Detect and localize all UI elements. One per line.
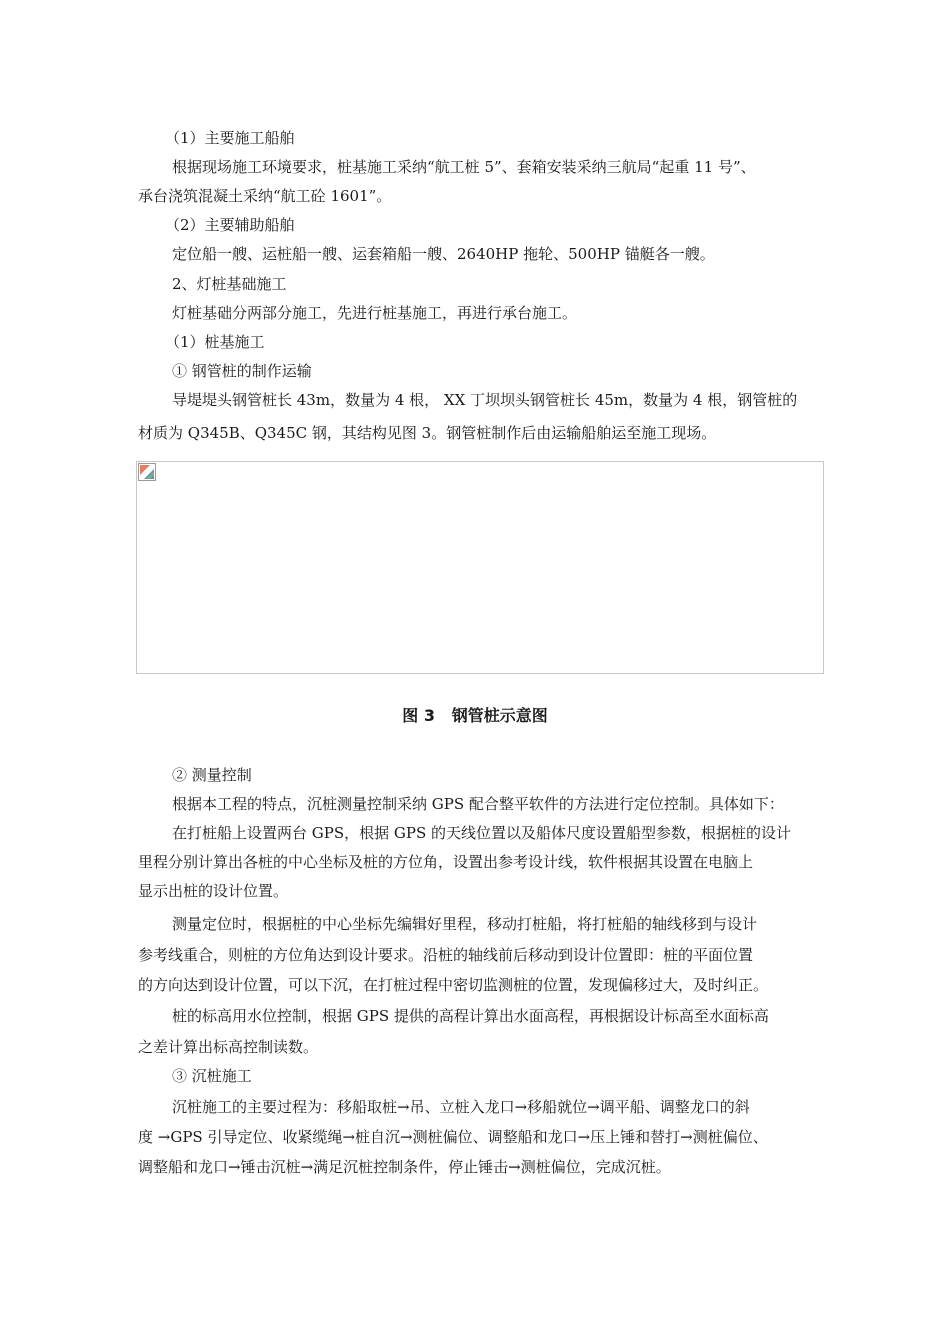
paragraph-line: 参考线重合，则桩的方位角达到设计要求。沿桩的轴线前后移动到设计位置即：桩的平面位置: [138, 946, 754, 964]
paragraph-line: 沉桩施工的主要过程为：移船取桩→吊、立桩入龙口→移船就位→调平船、调整龙口的斜: [172, 1098, 750, 1116]
paragraph-line: 显示出桩的设计位置。: [138, 882, 289, 900]
heading-main-vessels: （1）主要施工船舶: [165, 129, 295, 147]
heading-auxiliary-vessels: （2）主要辅助船舶: [165, 216, 295, 234]
paragraph-line: 导堤堤头钢管桩长 43m，数量为 4 根， XX 丁坝坝头钢管桩长 45m，数量为 4 根，钢管桩的: [172, 391, 798, 409]
paragraph-line: 根据现场施工环境要求，桩基施工采纳“航工桩 5”、套箱安装采纳三航局“起重 11 号”、: [172, 158, 756, 176]
figure-caption: 图 3 钢管桩示意图: [402, 706, 548, 725]
paragraph-line: 材质为 Q345B、Q345C 钢，其结构见图 3。钢管桩制作后由运输船舶运至施工现场。: [138, 424, 717, 442]
paragraph-line: 调整船和龙口→锤击沉桩→满足沉桩控制条件，停止锤击→测桩偏位，完成沉桩。: [138, 1158, 671, 1176]
paragraph-line: 灯桩基础分两部分施工，先进行桩基施工，再进行承台施工。: [172, 304, 578, 322]
paragraph-line: 在打桩船上设置两台 GPS，根据 GPS 的天线位置以及船体尺度设置船型参数，根据桩的设计: [172, 824, 792, 842]
figure-image-placeholder: [136, 461, 824, 674]
heading-pile-foundation: （1）桩基施工: [165, 333, 265, 351]
heading-pile-sinking: ③ 沉桩施工: [172, 1067, 252, 1085]
paragraph-line: 桩的标高用水位控制，根据 GPS 提供的高程计算出水面高程，再根据设计标高至水面标高: [172, 1007, 769, 1025]
paragraph-line: 根据本工程的特点，沉桩测量控制采纳 GPS 配合整平软件的方法进行定位控制。具体如下：: [172, 795, 784, 813]
heading-steel-pipe-pile-making: ① 钢管桩的制作运输: [172, 362, 312, 380]
paragraph-line: 之差计算出标高控制读数。: [138, 1038, 319, 1056]
paragraph-line: 的方向达到设计位置，可以下沉，在打桩过程中密切监测桩的位置，发现偏移过大，及时纠正。: [138, 976, 769, 994]
paragraph-line: 里程分别计算出各桩的中心坐标及桩的方位角，设置出参考设计线，软件根据其设置在电脑上: [138, 853, 754, 871]
broken-image-icon: [138, 463, 156, 481]
paragraph-line: 定位船一艘、运桩船一艘、运套箱船一艘、2640HP 拖轮、500HP 锚艇各一艘。: [172, 245, 715, 263]
heading-survey-control: ② 测量控制: [172, 766, 252, 784]
heading-light-pile-foundation: 2、灯桩基础施工: [172, 275, 287, 293]
paragraph-line: 测量定位时，根据桩的中心坐标先编辑好里程，移动打桩船，将打桩船的轴线移到与设计: [172, 915, 758, 933]
paragraph-line: 承台浇筑混凝土采纳“航工砼 1601”。: [138, 187, 392, 205]
paragraph-line: 度 →GPS 引导定位、收紧缆绳→桩自沉→测桩偏位、调整船和龙口→压上锤和替打→测桩偏位、: [138, 1128, 768, 1146]
